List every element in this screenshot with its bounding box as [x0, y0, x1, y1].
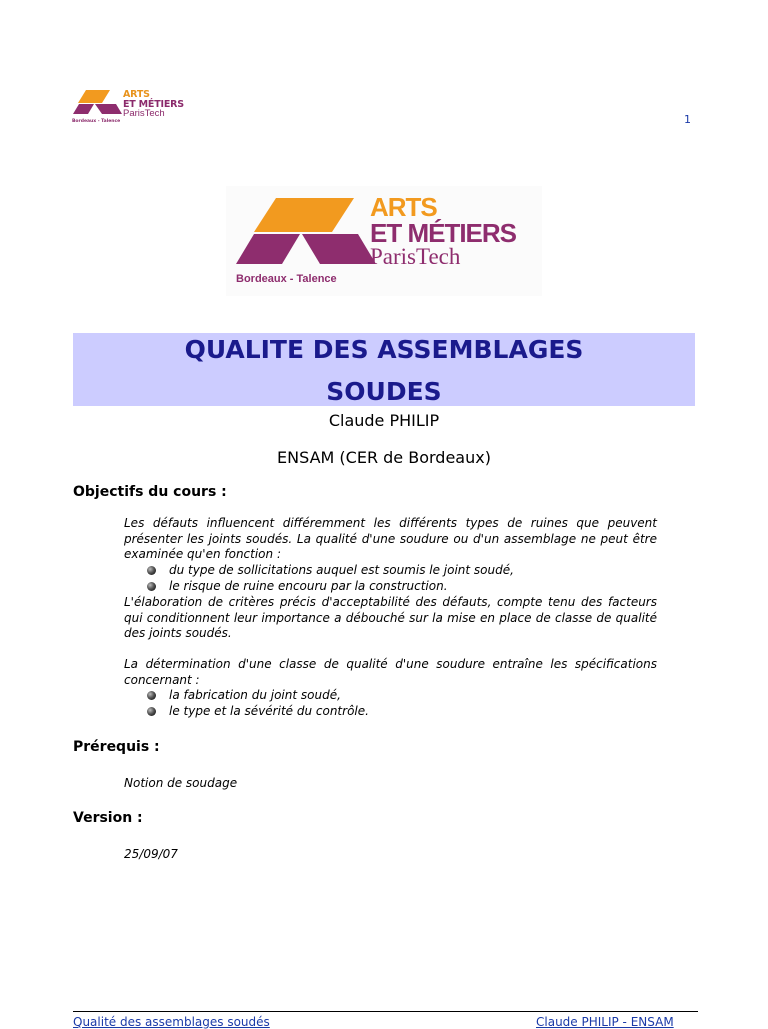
objectifs-paragraph-3: La détermination d'une classe de qualité d'une soudure entraîne les spécifications concernant :	[124, 657, 657, 687]
footer-divider	[73, 1011, 698, 1012]
bullet-icon	[147, 691, 156, 700]
list-item-text: le type et la sévérité du contrôle.	[169, 704, 369, 718]
footer-right-link[interactable]: Claude PHILIP - ENSAM	[536, 1015, 674, 1029]
version-text: 25/09/07	[124, 847, 178, 861]
title-line-2: SOUDES	[326, 377, 442, 406]
author: Claude PHILIP	[328, 411, 440, 430]
list-item	[147, 563, 514, 579]
bullet-icon	[147, 707, 156, 716]
list-item	[147, 579, 448, 595]
cover-logo-arts: ARTS	[370, 192, 437, 222]
page-number: 1	[684, 113, 691, 126]
list-item	[147, 688, 341, 704]
school: ENSAM (CER de Bordeaux)	[277, 448, 491, 467]
bullet-icon	[147, 566, 156, 575]
objectifs-intro: Les défauts influencent différemment les différents types de ruines que peuvent présenter les joints soudés. La qualité d'une soudure ou d'un assemblage ne peut être examinée qu'en fonction :	[124, 516, 657, 561]
header-logo-text	[123, 90, 184, 119]
list-item-text: la fabrication du joint soudé,	[169, 688, 341, 702]
version-heading: Version :	[73, 810, 143, 826]
objectifs-paragraph-2: L'élaboration de critères précis d'acceptabilité des défauts, compte tenu des facteurs qui conditionnent leur importance a débouché sur la mise en place de classe de qualité des joints soudés.	[124, 595, 657, 640]
header-logo-subtitle: Bordeaux - Talence	[72, 119, 121, 124]
prerequis-heading: Prérequis :	[73, 739, 160, 755]
cover-logo-paristech: ParisTech	[370, 244, 461, 269]
title-line-1: QUALITE DES ASSEMBLAGES	[184, 335, 584, 364]
list-item-text: le risque de ruine encouru par la construction.	[169, 579, 448, 593]
list-item-text: du type de sollicitations auquel est soumis le joint soudé,	[169, 563, 514, 577]
objectifs-heading: Objectifs du cours :	[73, 484, 227, 500]
header-logo-arts: ARTS	[123, 89, 150, 100]
title-band	[73, 333, 695, 406]
bullet-icon	[147, 582, 156, 591]
header-logo-paristech: ParisTech	[123, 108, 165, 119]
cover-logo-text	[370, 194, 516, 268]
footer-left-link[interactable]: Qualité des assemblages soudés	[73, 1015, 270, 1029]
cover-logo-et-metiers: ET MÉTIERS	[370, 218, 517, 248]
list-item	[147, 704, 369, 720]
cover-logo-subtitle: Bordeaux - Talence	[236, 273, 337, 285]
prerequis-text: Notion de soudage	[124, 776, 238, 790]
header-logo-et-metiers: ET MÉTIERS	[123, 98, 184, 110]
